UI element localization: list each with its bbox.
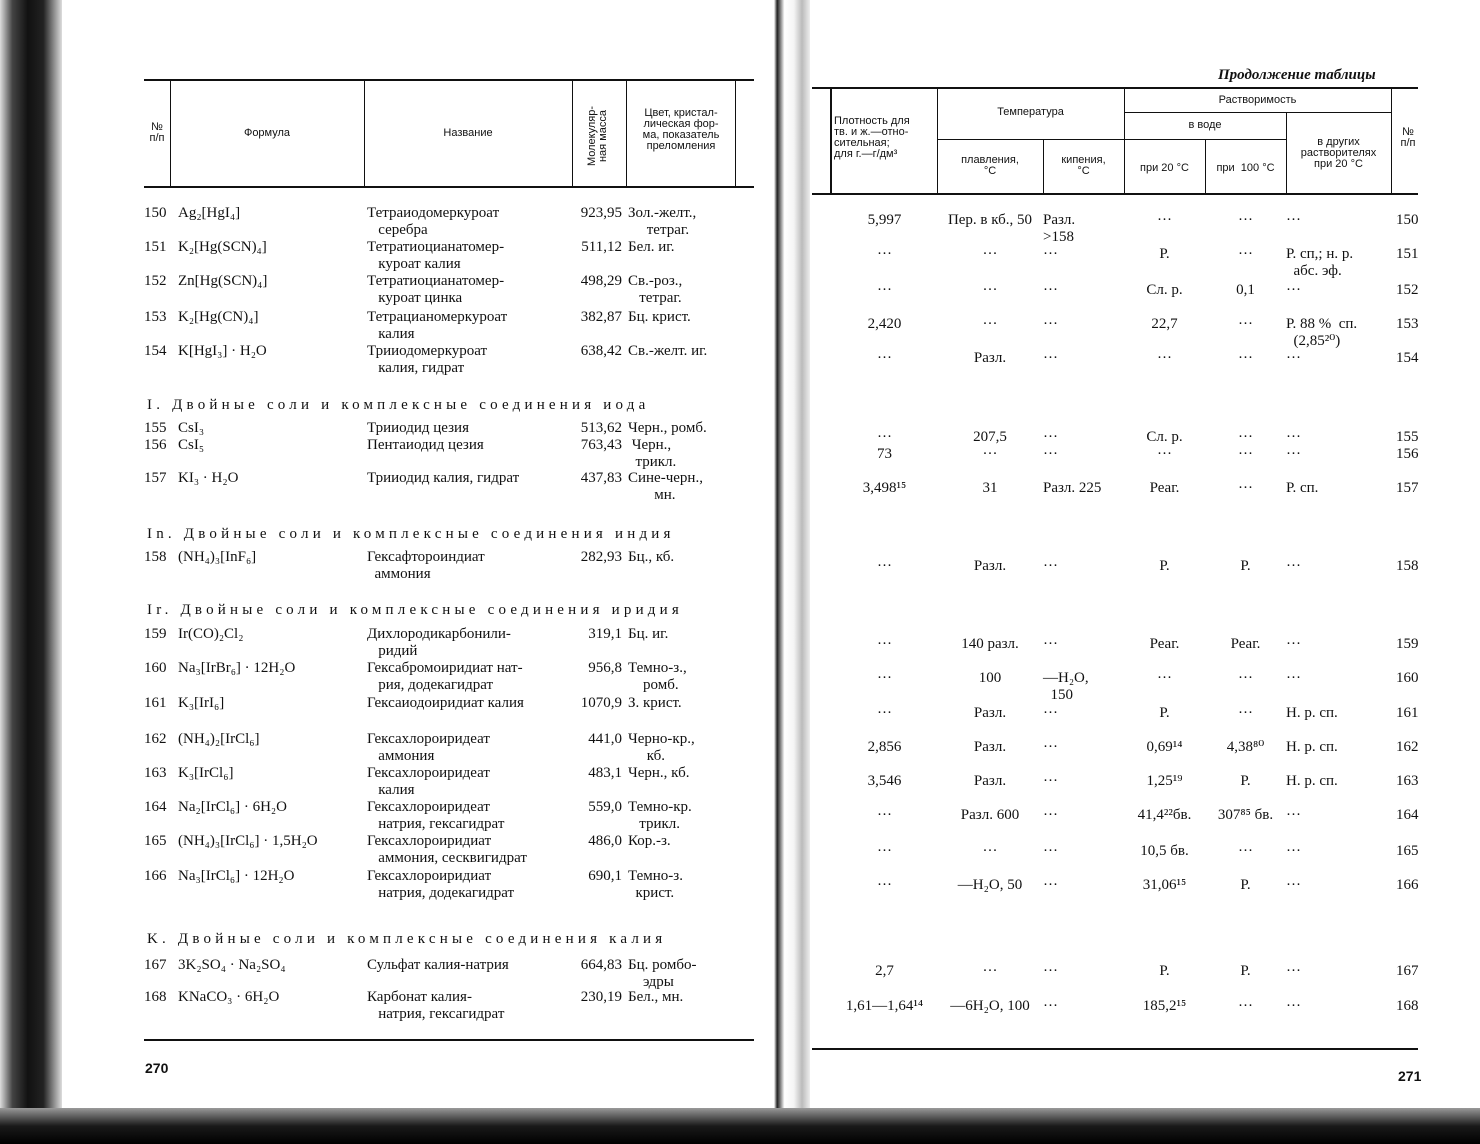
solubility-20-cell: Р. bbox=[1159, 705, 1170, 721]
color-cell: Бц. крист. bbox=[628, 309, 691, 325]
other-solvents-cell: ··· bbox=[1286, 670, 1301, 686]
density-cell: ··· bbox=[877, 429, 892, 445]
boiling-cell: Разл. >158 bbox=[1043, 212, 1076, 245]
row-number: 154 bbox=[144, 343, 167, 359]
solubility-20-cell: 41,4²²бв. bbox=[1137, 807, 1192, 823]
density-cell: 2,420 bbox=[867, 316, 902, 332]
row-number: 153 bbox=[1396, 316, 1419, 332]
formula-cell: K₃[IrI₆] bbox=[178, 695, 225, 711]
row-number: 168 bbox=[144, 989, 167, 1005]
solubility-20-cell: ··· bbox=[1157, 350, 1172, 366]
other-solvents-cell: ··· bbox=[1286, 998, 1301, 1014]
solubility-100-cell: ··· bbox=[1238, 316, 1253, 332]
density-cell: ··· bbox=[877, 670, 892, 686]
solubility-20-cell: Р. bbox=[1159, 558, 1170, 574]
color-cell: Бц. ромбо- эдры bbox=[628, 957, 697, 990]
row-number: 167 bbox=[144, 957, 167, 973]
section-title-iridium: Ir. Двойные соли и комплексные соединения иридия bbox=[147, 602, 683, 618]
solubility-100-cell: Р. bbox=[1240, 877, 1251, 893]
density-cell: 73 bbox=[877, 446, 892, 462]
mass-cell: 956,8 bbox=[588, 660, 622, 676]
table-top-rule-right bbox=[812, 87, 1418, 89]
solubility-100-cell: 0,1 bbox=[1236, 282, 1255, 298]
solubility-20-cell: ··· bbox=[1157, 670, 1172, 686]
density-cell: ··· bbox=[877, 558, 892, 574]
mass-cell: 923,95 bbox=[580, 205, 622, 221]
header-formula: Формула bbox=[243, 127, 291, 139]
solubility-20-cell: 185,2¹⁵ bbox=[1142, 998, 1187, 1014]
row-number: 153 bbox=[144, 309, 167, 325]
boiling-cell: ··· bbox=[1043, 963, 1058, 979]
mass-cell: 664,83 bbox=[580, 957, 622, 973]
mass-cell: 483,1 bbox=[588, 765, 622, 781]
header-color: Цвет, кристал- лическая фор- ма, показатель преломления bbox=[642, 107, 720, 152]
header-at-20: при 20 °С bbox=[1140, 162, 1189, 174]
formula-cell: K₃[IrCl₆] bbox=[178, 765, 234, 781]
table-header-rule-right bbox=[812, 193, 1418, 195]
other-solvents-cell: ··· bbox=[1286, 843, 1301, 859]
solubility-20-cell: ··· bbox=[1157, 446, 1172, 462]
name-cell: Сульфат калия-натрия bbox=[367, 957, 509, 973]
melting-cell: 100 bbox=[978, 670, 1002, 686]
formula-cell: Na₃[IrCl₆] · 12H₂O bbox=[178, 868, 295, 884]
density-cell: 1,61—1,64¹⁴ bbox=[845, 998, 924, 1014]
formula-cell: Ag₂[HgI₄] bbox=[178, 205, 241, 221]
density-cell: ··· bbox=[877, 636, 892, 652]
formula-cell: (NH₄)₃[InF₆] bbox=[178, 549, 257, 565]
boiling-cell: ··· bbox=[1043, 843, 1058, 859]
melting-cell: —H₂O, 50 bbox=[957, 877, 1023, 893]
solubility-100-cell: Р. bbox=[1240, 963, 1251, 979]
melting-cell: —6H₂O, 100 bbox=[950, 998, 1030, 1014]
melting-cell: ··· bbox=[982, 963, 998, 979]
mass-cell: 437,83 bbox=[580, 470, 622, 486]
solubility-20-cell: Сл. р. bbox=[1146, 429, 1183, 445]
row-number: 167 bbox=[1396, 963, 1419, 979]
formula-cell: K₂[Hg(CN)₄] bbox=[178, 309, 259, 325]
name-cell: Тетраиодомеркуроат серебра bbox=[367, 205, 500, 238]
mass-cell: 282,93 bbox=[580, 549, 622, 565]
row-number: 152 bbox=[144, 273, 167, 289]
boiling-cell: ··· bbox=[1043, 350, 1058, 366]
header-other-solvents: в других растворителях при 20 °С bbox=[1300, 136, 1377, 170]
name-cell: Гексахлороиридеат калия bbox=[367, 765, 490, 798]
boiling-cell: ··· bbox=[1043, 282, 1058, 298]
row-number: 164 bbox=[1396, 807, 1419, 823]
name-cell: Гексахлороиридиат аммония, сесквигидрат bbox=[367, 833, 527, 866]
boiling-cell: Разл. 225 bbox=[1043, 480, 1102, 496]
col-divider bbox=[572, 81, 573, 186]
name-cell: Карбонат калия- натрия, гексагидрат bbox=[367, 989, 505, 1022]
header-name: Название bbox=[443, 127, 493, 139]
melting-cell: ··· bbox=[982, 282, 998, 298]
solubility-100-cell: 4,38⁸⁰ bbox=[1226, 739, 1265, 755]
name-cell: Тетратиоцианатомер- куроат калия bbox=[367, 239, 505, 272]
row-number: 151 bbox=[1396, 246, 1419, 262]
density-cell: ··· bbox=[877, 807, 892, 823]
solubility-20-cell: Р. bbox=[1159, 246, 1170, 262]
row-number: 160 bbox=[144, 660, 167, 676]
solubility-100-cell: Р. bbox=[1240, 773, 1251, 789]
melting-cell: Разл. bbox=[973, 558, 1007, 574]
formula-cell: CsI₃ bbox=[178, 420, 205, 436]
row-number: 168 bbox=[1396, 998, 1419, 1014]
other-solvents-cell: ··· bbox=[1286, 429, 1301, 445]
section-title-potassium: K. Двойные соли и комплексные соединения калия bbox=[147, 931, 667, 947]
header-melting: плавления, °С bbox=[961, 154, 1019, 177]
col-divider bbox=[735, 81, 736, 186]
melting-cell: 140 разл. bbox=[961, 636, 1019, 652]
melting-cell: Разл. 600 bbox=[960, 807, 1020, 823]
density-cell: ··· bbox=[877, 282, 892, 298]
melting-cell: Разл. bbox=[973, 705, 1007, 721]
density-cell: 2,7 bbox=[875, 963, 894, 979]
table-bottom-rule bbox=[144, 1039, 754, 1041]
section-title-indium: In. Двойные соли и комплексные соединения индия bbox=[147, 526, 675, 542]
mass-cell: 230,19 bbox=[580, 989, 622, 1005]
boiling-cell: ··· bbox=[1043, 705, 1058, 721]
row-number: 165 bbox=[144, 833, 167, 849]
color-cell: Сине-черн., мн. bbox=[628, 470, 703, 503]
other-solvents-cell: ··· bbox=[1286, 446, 1301, 462]
color-cell: Темно-з., ромб. bbox=[628, 660, 687, 693]
boiling-cell: ··· bbox=[1043, 807, 1058, 823]
header-mass: Молекуляр- ная масса bbox=[586, 105, 609, 167]
row-number: 150 bbox=[144, 205, 167, 221]
solubility-20-cell: ··· bbox=[1157, 212, 1172, 228]
boiling-cell: ··· bbox=[1043, 998, 1058, 1014]
mass-cell: 486,0 bbox=[588, 833, 622, 849]
book-gutter-left bbox=[0, 0, 62, 1144]
solubility-100-cell: ··· bbox=[1238, 998, 1253, 1014]
scan-bottom-edge bbox=[0, 1108, 1480, 1144]
color-cell: З. крист. bbox=[628, 695, 682, 711]
name-cell: Пентаиодид цезия bbox=[367, 437, 484, 453]
solubility-100-cell: ··· bbox=[1238, 212, 1253, 228]
header-subrule bbox=[1124, 112, 1391, 113]
row-number: 151 bbox=[144, 239, 167, 255]
other-solvents-cell: ··· bbox=[1286, 807, 1301, 823]
name-cell: Гексахлороиридеат натрия, гексагидрат bbox=[367, 799, 505, 832]
color-cell: Черн., кб. bbox=[628, 765, 690, 781]
other-solvents-cell: ··· bbox=[1286, 877, 1301, 893]
color-cell: Бц., кб. bbox=[628, 549, 675, 565]
row-number: 154 bbox=[1396, 350, 1419, 366]
row-number: 161 bbox=[1396, 705, 1419, 721]
solubility-100-cell: 307⁸⁵ бв. bbox=[1217, 807, 1274, 823]
name-cell: Трииодид калия, гидрат bbox=[367, 470, 520, 486]
other-solvents-cell: Н. р. сп. bbox=[1286, 773, 1338, 789]
formula-cell: KNaCO₃ · 6H₂O bbox=[178, 989, 280, 1005]
other-solvents-cell: ··· bbox=[1286, 558, 1301, 574]
density-cell: ··· bbox=[877, 877, 892, 893]
row-number: 163 bbox=[144, 765, 167, 781]
boiling-cell: ··· bbox=[1043, 429, 1058, 445]
name-cell: Гексахлороиридиат натрия, додекагидрат bbox=[367, 868, 515, 901]
formula-cell: Ir(CO)₂Cl₂ bbox=[178, 626, 244, 642]
mass-cell: 1070,9 bbox=[580, 695, 622, 711]
solubility-100-cell: ··· bbox=[1238, 446, 1253, 462]
other-solvents-cell: ··· bbox=[1286, 350, 1301, 366]
formula-cell: Na₃[IrBr₆] · 12H₂O bbox=[178, 660, 296, 676]
melting-cell: ··· bbox=[982, 316, 998, 332]
row-number: 166 bbox=[1396, 877, 1419, 893]
formula-cell: K₂[Hg(SCN)₄] bbox=[178, 239, 267, 255]
density-cell: 5,997 bbox=[867, 212, 902, 228]
mass-cell: 763,43 bbox=[580, 437, 622, 453]
density-cell: 2,856 bbox=[867, 739, 902, 755]
row-number: 155 bbox=[144, 420, 167, 436]
solubility-100-cell: ··· bbox=[1238, 705, 1253, 721]
boiling-cell: ··· bbox=[1043, 446, 1058, 462]
header-subrule bbox=[937, 139, 1124, 140]
formula-cell: Zn[Hg(SCN)₄] bbox=[178, 273, 268, 289]
name-cell: Тетратиоцианатомер- куроат цинка bbox=[367, 273, 505, 306]
other-solvents-cell: Н. р. сп. bbox=[1286, 705, 1338, 721]
mass-cell: 319,1 bbox=[588, 626, 622, 642]
boiling-cell: ··· bbox=[1043, 877, 1058, 893]
solubility-20-cell: Реаг. bbox=[1149, 480, 1180, 496]
density-cell: ··· bbox=[877, 350, 892, 366]
density-cell: ··· bbox=[877, 843, 892, 859]
name-cell: Дихлородикарбонили- ридий bbox=[367, 626, 511, 659]
mass-cell: 441,0 bbox=[588, 731, 622, 747]
row-number: 152 bbox=[1396, 282, 1419, 298]
melting-cell: ··· bbox=[982, 446, 998, 462]
table-header-rule bbox=[144, 186, 754, 188]
header-solubility: Растворимость bbox=[1218, 94, 1297, 106]
row-number: 160 bbox=[1396, 670, 1419, 686]
row-number: 156 bbox=[1396, 446, 1419, 462]
boiling-cell: ··· bbox=[1043, 246, 1058, 262]
header-boiling: кипения, °С bbox=[1061, 154, 1106, 177]
melting-cell: ··· bbox=[982, 843, 998, 859]
density-cell: ··· bbox=[877, 246, 892, 262]
name-cell: Гексахлороиридеат аммония bbox=[367, 731, 490, 764]
color-cell: Черн., ромб. bbox=[628, 420, 707, 436]
row-number: 162 bbox=[1396, 739, 1419, 755]
solubility-100-cell: ··· bbox=[1238, 480, 1253, 496]
mass-cell: 690,1 bbox=[588, 868, 622, 884]
row-number: 165 bbox=[1396, 843, 1419, 859]
formula-cell: 3K₂SO₄ · Na₂SO₄ bbox=[178, 957, 286, 973]
row-number: 158 bbox=[144, 549, 167, 565]
color-cell: Св.-роз., тетраг. bbox=[628, 273, 683, 306]
solubility-20-cell: 1,25¹⁹ bbox=[1146, 773, 1183, 789]
color-cell: Зол.-желт., тетраг. bbox=[628, 205, 697, 238]
other-solvents-cell: Р. сп. bbox=[1286, 480, 1319, 496]
row-number: 157 bbox=[144, 470, 167, 486]
boiling-cell: ··· bbox=[1043, 773, 1058, 789]
row-number: 164 bbox=[144, 799, 167, 815]
boiling-cell: ··· bbox=[1043, 558, 1058, 574]
formula-cell: CsI₅ bbox=[178, 437, 205, 453]
melting-cell: ··· bbox=[982, 246, 998, 262]
solubility-20-cell: Реаг. bbox=[1149, 636, 1180, 652]
row-number: 162 bbox=[144, 731, 167, 747]
section-title-iodine: I. Двойные соли и комплексные соединения иода bbox=[147, 397, 650, 413]
other-solvents-cell: Р. 88 % сп. (2,85²⁰) bbox=[1286, 316, 1358, 349]
solubility-20-cell: 10,5 бв. bbox=[1140, 843, 1189, 859]
melting-cell: Разл. bbox=[973, 773, 1007, 789]
solubility-20-cell: Р. bbox=[1159, 963, 1170, 979]
boiling-cell: —H₂O, 150 bbox=[1043, 670, 1089, 703]
continuation-title: Продолжение таблицы bbox=[1218, 67, 1376, 83]
mass-cell: 498,29 bbox=[580, 273, 622, 289]
melting-cell: Разл. bbox=[973, 350, 1007, 366]
color-cell: Черно-кр., кб. bbox=[628, 731, 695, 764]
other-solvents-cell: ··· bbox=[1286, 282, 1301, 298]
color-cell: Св.-желт. иг. bbox=[628, 343, 708, 359]
row-number: 163 bbox=[1396, 773, 1419, 789]
name-cell: Трииодомеркуроат калия, гидрат bbox=[367, 343, 488, 376]
page-number-right: 271 bbox=[1398, 1068, 1422, 1084]
name-cell: Трииодид цезия bbox=[367, 420, 469, 436]
header-num: № п/п bbox=[149, 121, 165, 144]
table-top-rule bbox=[144, 79, 754, 81]
solubility-20-cell: 31,06¹⁵ bbox=[1142, 877, 1187, 893]
other-solvents-cell: ··· bbox=[1286, 963, 1301, 979]
color-cell: Бел., мн. bbox=[628, 989, 684, 1005]
solubility-100-cell: ··· bbox=[1238, 429, 1253, 445]
row-number: 156 bbox=[144, 437, 167, 453]
other-solvents-cell: Р. сп,; н. р. абс. эф. bbox=[1286, 246, 1354, 279]
boiling-cell: ··· bbox=[1043, 739, 1058, 755]
header-at-100: при 100 °С bbox=[1216, 162, 1275, 174]
melting-cell: 207,5 bbox=[973, 429, 1007, 445]
solubility-100-cell: ··· bbox=[1238, 670, 1253, 686]
solubility-100-cell: Реаг. bbox=[1230, 636, 1261, 652]
formula-cell: (NH₄)₃[IrCl₆] · 1,5H₂O bbox=[178, 833, 318, 849]
name-cell: Гексафтороиндиат аммония bbox=[367, 549, 485, 582]
mass-cell: 513,62 bbox=[580, 420, 622, 436]
book-spine bbox=[770, 0, 810, 1144]
density-cell: 3,498¹⁵ bbox=[862, 480, 907, 496]
color-cell: Кор.-з. bbox=[628, 833, 671, 849]
mass-cell: 559,0 bbox=[588, 799, 622, 815]
mass-cell: 638,42 bbox=[580, 343, 622, 359]
row-number: 150 bbox=[1396, 212, 1419, 228]
solubility-20-cell: Сл. р. bbox=[1146, 282, 1183, 298]
density-cell: ··· bbox=[877, 705, 892, 721]
melting-cell: 31 bbox=[982, 480, 998, 496]
solubility-100-cell: ··· bbox=[1238, 246, 1253, 262]
header-temperature: Температура bbox=[997, 106, 1064, 118]
density-cell: 3,546 bbox=[867, 773, 902, 789]
boiling-cell: ··· bbox=[1043, 636, 1058, 652]
formula-cell: Na₂[IrCl₆] · 6H₂O bbox=[178, 799, 287, 815]
other-solvents-cell: ··· bbox=[1286, 212, 1301, 228]
boiling-cell: ··· bbox=[1043, 316, 1058, 332]
formula-cell: (NH₄)₂[IrCl₆] bbox=[178, 731, 260, 747]
header-density: Плотность для тв. и ж.—отно- сительная; для г.—г/дм³ bbox=[834, 115, 910, 160]
melting-cell: Разл. bbox=[973, 739, 1007, 755]
header-subrule bbox=[1124, 139, 1286, 140]
color-cell: Черн., трикл. bbox=[631, 437, 677, 470]
mass-cell: 511,12 bbox=[581, 239, 622, 255]
name-cell: Гексаиодоиридиат калия bbox=[367, 695, 524, 711]
formula-cell: KI₃ · H₂O bbox=[178, 470, 239, 486]
other-solvents-cell: ··· bbox=[1286, 636, 1301, 652]
row-number: 157 bbox=[1396, 480, 1419, 496]
melting-cell: Пер. в кб., 50 bbox=[947, 212, 1033, 228]
mass-cell: 382,87 bbox=[580, 309, 622, 325]
row-number: 155 bbox=[1396, 429, 1419, 445]
formula-cell: K[HgI₃] · H₂O bbox=[178, 343, 267, 359]
solubility-20-cell: 22,7 bbox=[1151, 316, 1178, 332]
color-cell: Темно-кр. трикл. bbox=[628, 799, 692, 832]
other-solvents-cell: Н. р. сп. bbox=[1286, 739, 1338, 755]
color-cell: Темно-з. крист. bbox=[628, 868, 683, 901]
name-cell: Гексабромоиридиат нат- рия, додекагидрат bbox=[367, 660, 523, 693]
row-number: 158 bbox=[1396, 558, 1419, 574]
row-number: 166 bbox=[144, 868, 167, 884]
page-number-left: 270 bbox=[145, 1060, 169, 1076]
name-cell: Тетрацианомеркуроат калия bbox=[367, 309, 508, 342]
solubility-100-cell: ··· bbox=[1238, 350, 1253, 366]
row-number: 159 bbox=[1396, 636, 1419, 652]
solubility-20-cell: 0,69¹⁴ bbox=[1146, 739, 1183, 755]
row-number: 159 bbox=[144, 626, 167, 642]
solubility-100-cell: Р. bbox=[1240, 558, 1251, 574]
header-in-water: в воде bbox=[1188, 119, 1222, 131]
color-cell: Бел. иг. bbox=[628, 239, 675, 255]
row-number: 161 bbox=[144, 695, 167, 711]
header-num-right: № п/п bbox=[1400, 126, 1416, 149]
table-bottom-rule-right bbox=[812, 1048, 1418, 1050]
solubility-100-cell: ··· bbox=[1238, 843, 1253, 859]
color-cell: Бц. иг. bbox=[628, 626, 669, 642]
